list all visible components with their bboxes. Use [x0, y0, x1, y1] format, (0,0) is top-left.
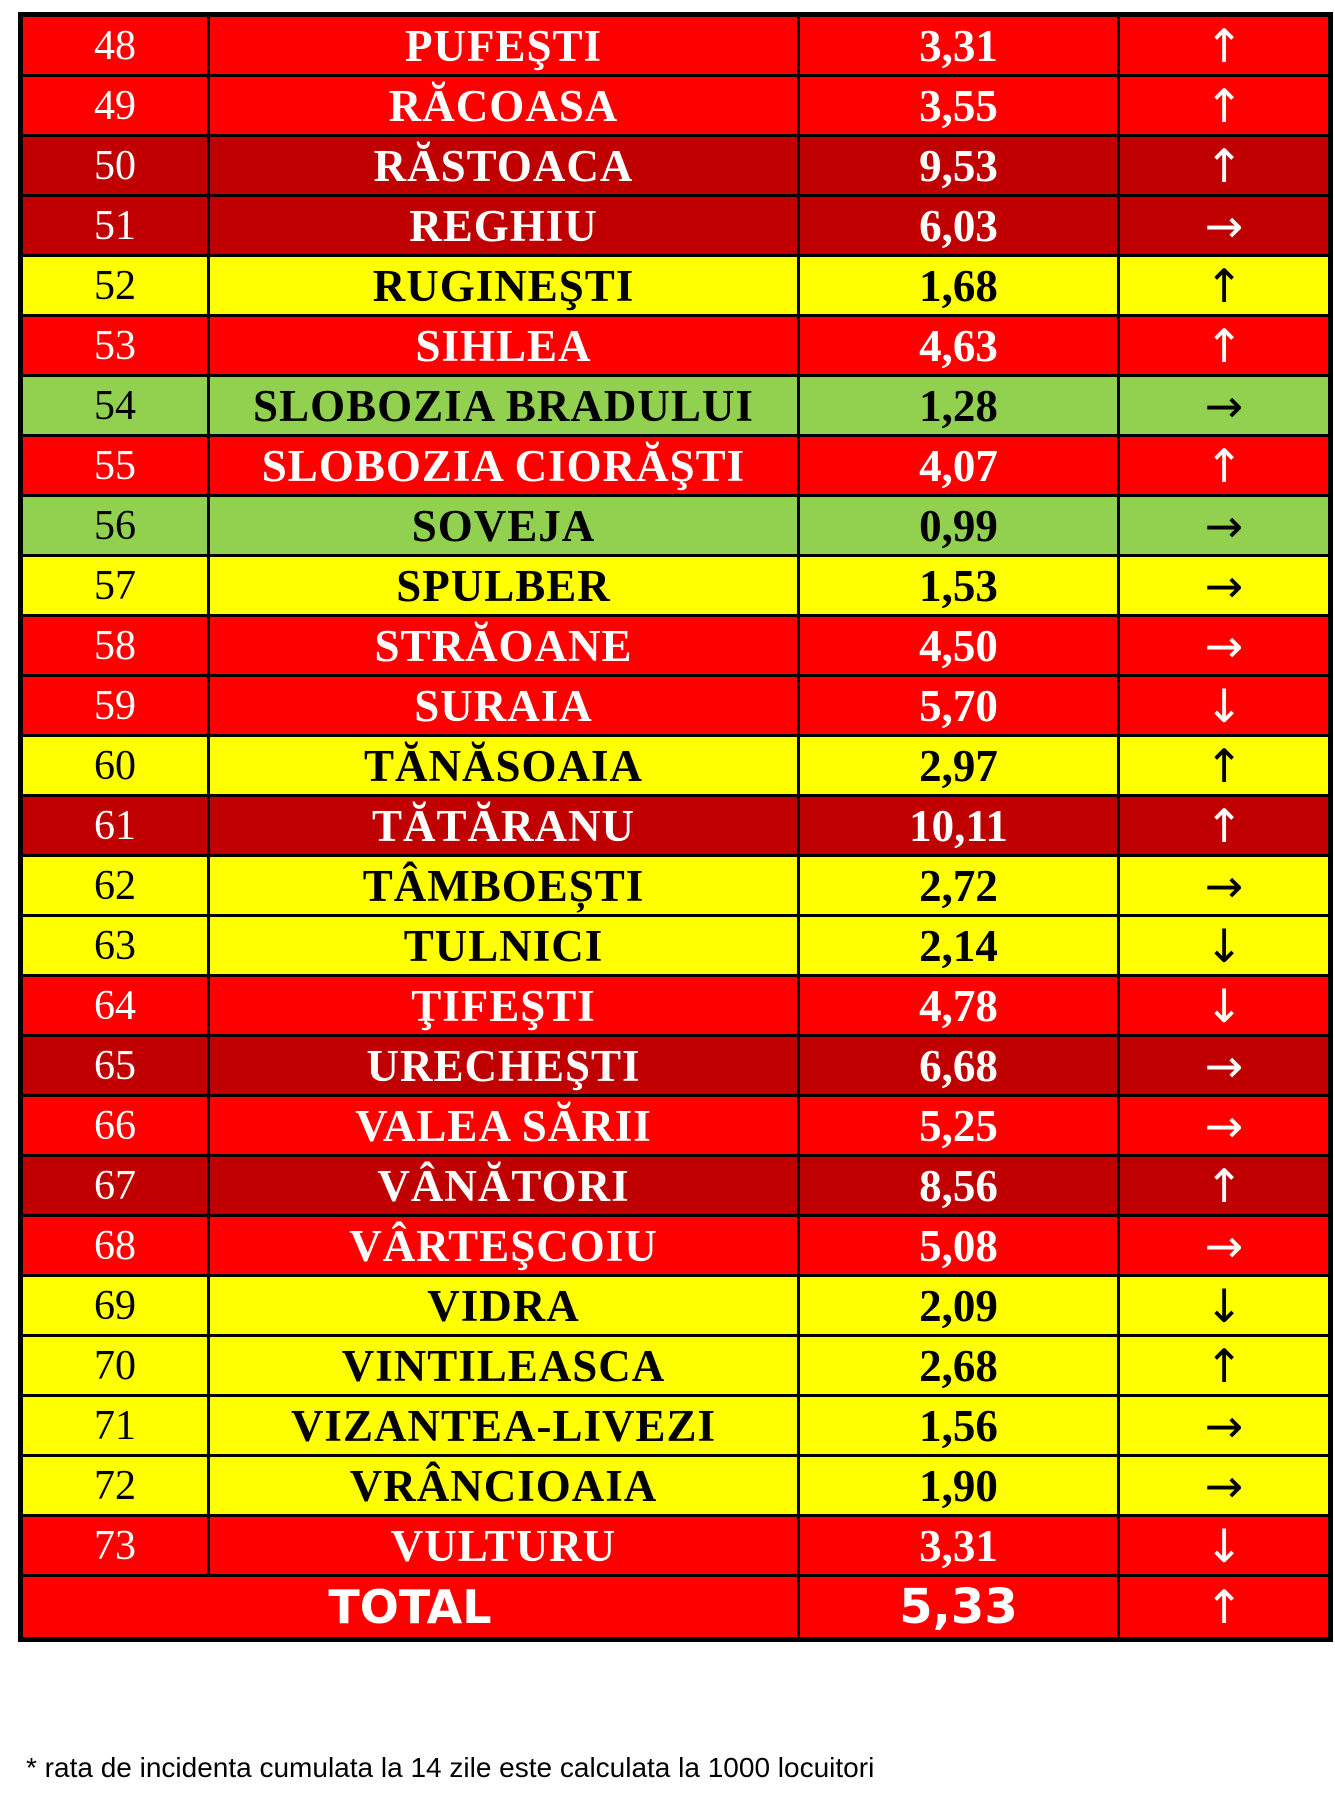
footnote: * rata de incidenta cumulata la 14 zile este calculata la 1000 locuitori	[26, 1752, 875, 1783]
row-number: 64	[21, 976, 209, 1036]
locality-name: REGHIU	[209, 196, 799, 256]
locality-name: SOVEJA	[209, 496, 799, 556]
trend-arrow-icon: ↑	[1119, 736, 1331, 796]
table-row	[21, 76, 1331, 136]
locality-name: SPULBER	[209, 556, 799, 616]
table-row	[21, 1156, 1331, 1216]
trend-arrow-icon: ↓	[1119, 1276, 1331, 1336]
trend-arrow-icon: ↑	[1119, 796, 1331, 856]
table-row	[21, 256, 1331, 316]
trend-arrow-icon: →	[1119, 556, 1331, 616]
table-row	[21, 676, 1331, 736]
table-row	[21, 316, 1331, 376]
trend-arrow-icon: ↓	[1119, 916, 1331, 976]
trend-arrow-icon: ↑	[1119, 1336, 1331, 1396]
row-number: 54	[21, 376, 209, 436]
table-row	[21, 1456, 1331, 1516]
incidence-table-container	[18, 12, 1328, 1642]
trend-arrow-icon: ↑	[1119, 436, 1331, 496]
row-number: 60	[21, 736, 209, 796]
locality-name: VIDRA	[209, 1276, 799, 1336]
trend-arrow-icon: ↑	[1119, 15, 1331, 76]
table-row	[21, 196, 1331, 256]
locality-name: RUGINEŞTI	[209, 256, 799, 316]
table-row	[21, 1276, 1331, 1336]
locality-name: TÂMBOEȘTI	[209, 856, 799, 916]
incidence-rate: 2,68	[799, 1336, 1119, 1396]
table-row	[21, 1096, 1331, 1156]
table-row	[21, 496, 1331, 556]
row-number: 67	[21, 1156, 209, 1216]
locality-name: SURAIA	[209, 676, 799, 736]
incidence-rate: 2,97	[799, 736, 1119, 796]
incidence-table	[18, 12, 1333, 1642]
table-row	[21, 1336, 1331, 1396]
table-row	[21, 796, 1331, 856]
table-row	[21, 376, 1331, 436]
incidence-rate: 0,99	[799, 496, 1119, 556]
trend-arrow-icon: →	[1119, 856, 1331, 916]
row-number: 58	[21, 616, 209, 676]
row-number: 50	[21, 136, 209, 196]
incidence-rate: 2,14	[799, 916, 1119, 976]
table-row	[21, 1036, 1331, 1096]
table-row	[21, 736, 1331, 796]
row-number: 59	[21, 676, 209, 736]
trend-arrow-icon: →	[1119, 616, 1331, 676]
table-row	[21, 616, 1331, 676]
incidence-rate: 5,25	[799, 1096, 1119, 1156]
row-number: 73	[21, 1516, 209, 1576]
incidence-rate: 1,90	[799, 1456, 1119, 1516]
incidence-rate: 5,08	[799, 1216, 1119, 1276]
locality-name: VULTURU	[209, 1516, 799, 1576]
trend-arrow-icon: ↓	[1119, 1516, 1331, 1576]
locality-name: STRĂOANE	[209, 616, 799, 676]
table-row	[21, 1216, 1331, 1276]
locality-name: TĂTĂRANU	[209, 796, 799, 856]
locality-name: SLOBOZIA BRADULUI	[209, 376, 799, 436]
row-number: 48	[21, 15, 209, 76]
trend-arrow-icon: →	[1119, 496, 1331, 556]
row-number: 66	[21, 1096, 209, 1156]
incidence-rate: 3,31	[799, 1516, 1119, 1576]
row-number: 72	[21, 1456, 209, 1516]
locality-name: TĂNĂSOAIA	[209, 736, 799, 796]
trend-arrow-icon: →	[1119, 1036, 1331, 1096]
table-body	[21, 15, 1331, 1576]
table-row	[21, 136, 1331, 196]
total-trend-arrow-icon: ↑	[1119, 1576, 1331, 1640]
incidence-rate: 1,56	[799, 1396, 1119, 1456]
row-number: 56	[21, 496, 209, 556]
incidence-rate: 1,68	[799, 256, 1119, 316]
locality-name: VINTILEASCA	[209, 1336, 799, 1396]
row-number: 62	[21, 856, 209, 916]
table-row	[21, 916, 1331, 976]
total-value: 5,33	[799, 1576, 1119, 1640]
locality-name: RĂSTOACA	[209, 136, 799, 196]
locality-name: PUFEŞTI	[209, 15, 799, 76]
incidence-rate: 1,53	[799, 556, 1119, 616]
incidence-rate: 1,28	[799, 376, 1119, 436]
incidence-rate: 8,56	[799, 1156, 1119, 1216]
trend-arrow-icon: ↓	[1119, 976, 1331, 1036]
incidence-rate: 10,11	[799, 796, 1119, 856]
row-number: 65	[21, 1036, 209, 1096]
locality-name: TULNICI	[209, 916, 799, 976]
row-number: 63	[21, 916, 209, 976]
locality-name: SIHLEA	[209, 316, 799, 376]
trend-arrow-icon: ↑	[1119, 256, 1331, 316]
trend-arrow-icon: ↑	[1119, 1156, 1331, 1216]
trend-arrow-icon: →	[1119, 376, 1331, 436]
table-row	[21, 976, 1331, 1036]
trend-arrow-icon: →	[1119, 1096, 1331, 1156]
locality-name: VALEA SĂRII	[209, 1096, 799, 1156]
total-label: TOTAL	[21, 1576, 799, 1640]
locality-name: VÂNĂTORI	[209, 1156, 799, 1216]
locality-name: VÂRTEŞCOIU	[209, 1216, 799, 1276]
locality-name: URECHEŞTI	[209, 1036, 799, 1096]
row-number: 55	[21, 436, 209, 496]
total-row	[21, 1576, 1331, 1640]
row-number: 70	[21, 1336, 209, 1396]
table-row	[21, 436, 1331, 496]
locality-name: VRÂNCIOAIA	[209, 1456, 799, 1516]
incidence-rate: 4,07	[799, 436, 1119, 496]
incidence-rate: 4,63	[799, 316, 1119, 376]
trend-arrow-icon: ↓	[1119, 676, 1331, 736]
trend-arrow-icon: ↑	[1119, 316, 1331, 376]
incidence-rate: 6,03	[799, 196, 1119, 256]
row-number: 57	[21, 556, 209, 616]
table-row	[21, 856, 1331, 916]
locality-name: VIZANTEA-LIVEZI	[209, 1396, 799, 1456]
row-number: 52	[21, 256, 209, 316]
locality-name: RĂCOASA	[209, 76, 799, 136]
locality-name: SLOBOZIA CIORĂŞTI	[209, 436, 799, 496]
incidence-rate: 4,50	[799, 616, 1119, 676]
row-number: 69	[21, 1276, 209, 1336]
trend-arrow-icon: →	[1119, 1396, 1331, 1456]
trend-arrow-icon: ↑	[1119, 76, 1331, 136]
incidence-rate: 2,09	[799, 1276, 1119, 1336]
incidence-rate: 4,78	[799, 976, 1119, 1036]
trend-arrow-icon: ↑	[1119, 136, 1331, 196]
table-row	[21, 1516, 1331, 1576]
row-number: 61	[21, 796, 209, 856]
row-number: 53	[21, 316, 209, 376]
trend-arrow-icon: →	[1119, 1216, 1331, 1276]
incidence-rate: 9,53	[799, 136, 1119, 196]
incidence-rate: 3,55	[799, 76, 1119, 136]
row-number: 49	[21, 76, 209, 136]
table-total	[21, 1576, 1331, 1640]
incidence-rate: 2,72	[799, 856, 1119, 916]
trend-arrow-icon: →	[1119, 1456, 1331, 1516]
incidence-rate: 5,70	[799, 676, 1119, 736]
row-number: 51	[21, 196, 209, 256]
incidence-rate: 3,31	[799, 15, 1119, 76]
incidence-rate: 6,68	[799, 1036, 1119, 1096]
row-number: 71	[21, 1396, 209, 1456]
table-row	[21, 1396, 1331, 1456]
locality-name: ŢIFEŞTI	[209, 976, 799, 1036]
trend-arrow-icon: →	[1119, 196, 1331, 256]
row-number: 68	[21, 1216, 209, 1276]
table-row	[21, 15, 1331, 76]
table-row	[21, 556, 1331, 616]
